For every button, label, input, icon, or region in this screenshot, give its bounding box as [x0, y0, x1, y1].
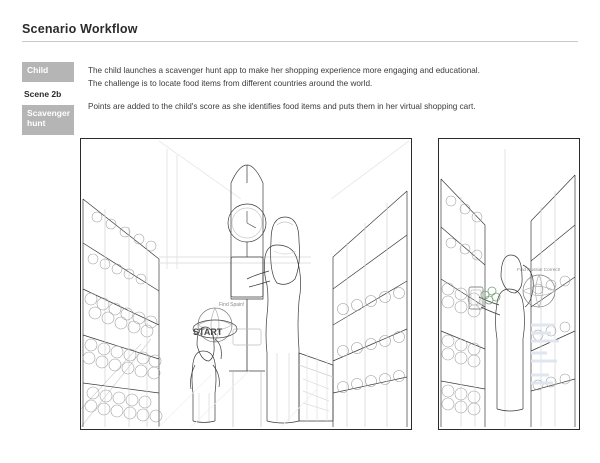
supermarket-aisle-illustration [81, 139, 409, 427]
start-button-label: START [193, 327, 223, 337]
scene-number: Scene 2b [24, 89, 62, 99]
page-title: Scenario Workflow [22, 22, 138, 36]
inset-annotation-label: Find Russia! Correct! [517, 267, 561, 272]
scenario-description [88, 64, 488, 122]
globe-annotation-label: Find Spain! [219, 302, 245, 308]
title-divider [22, 41, 578, 42]
storyboard-panel-inset [438, 138, 580, 430]
description-paragraph-1: The child launches a scavenger hunt app to make her shopping experience more engaging and educational. The challenge is to locate food items from different countries around the world. [88, 66, 480, 89]
storyboard-panel-main [80, 138, 412, 430]
scene-name-tag: Scavenger hunt [22, 105, 74, 135]
description-paragraph-2: Points are added to the child's score as she identifies food items and puts them in her virtual shopping cart. [88, 101, 476, 111]
closeup-scanning-illustration [439, 139, 577, 427]
role-tag: Child [22, 62, 74, 82]
scene-label-column [22, 62, 74, 135]
